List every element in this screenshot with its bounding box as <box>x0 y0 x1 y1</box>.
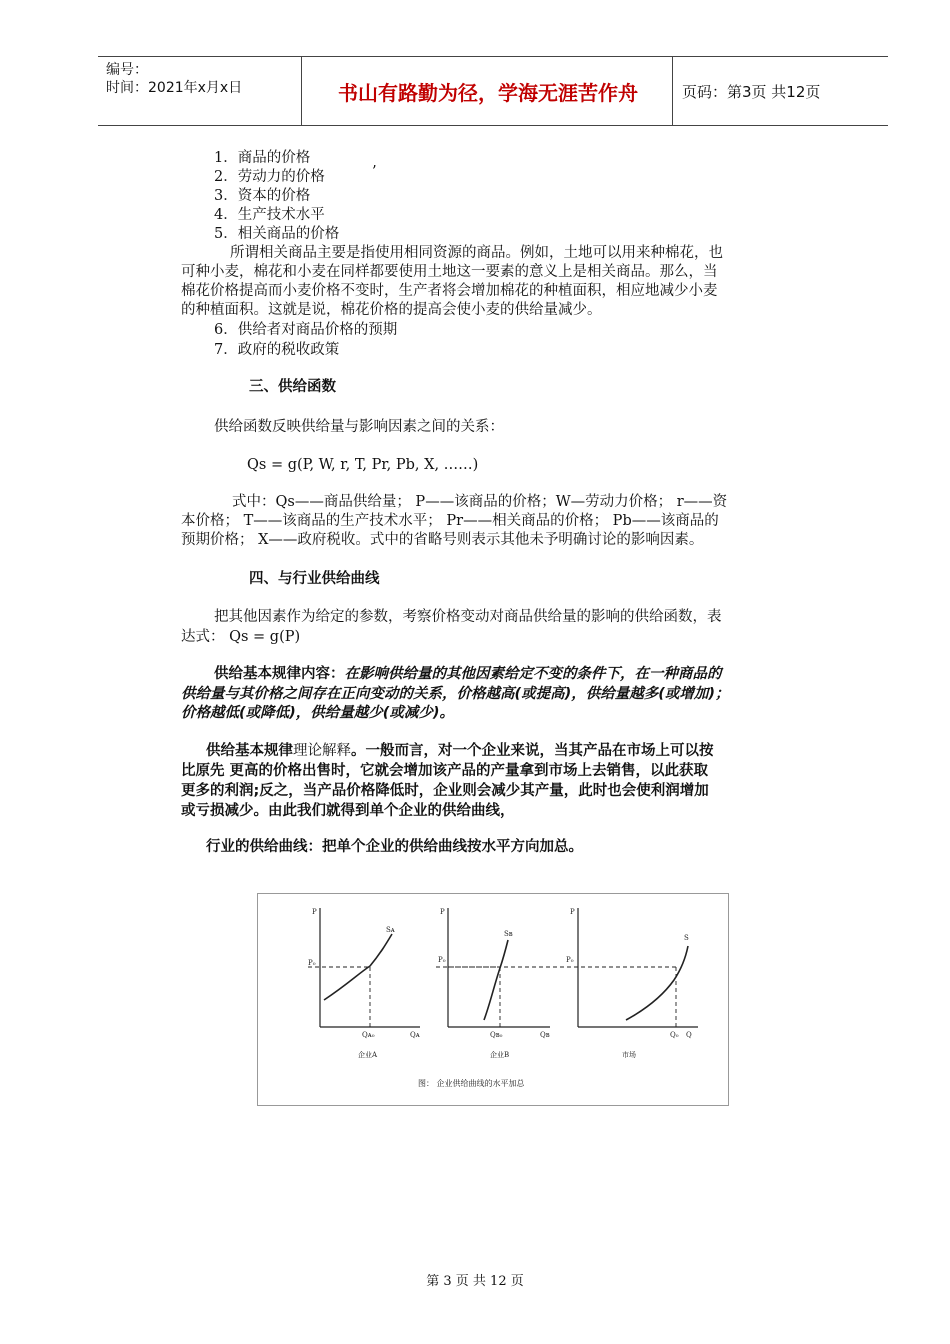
header-meta <box>106 61 298 97</box>
qty-label: Qʙ₀ <box>490 1031 503 1039</box>
list-item: 7．政府的税收政策 <box>214 342 340 358</box>
paragraph-line: 把其他因素作为给定的参数，考察价格变动对商品供给量的影响的供给函数，表 <box>214 609 722 625</box>
paragraph-line: 的种植面积。这就是说，棉花价格的提高会使小麦的供给量减少。 <box>181 302 602 318</box>
figure-caption: 图： 企业供给曲线的水平加总 <box>418 1079 525 1088</box>
paragraph-line: 棉花价格提高而小麦价格不变时，生产者将会增加棉花的种植面积，相应地减少小麦 <box>181 283 718 299</box>
axis-label: P <box>312 908 317 916</box>
header-motto: 书山有路勤为径，学海无涯苦作舟 <box>338 81 638 105</box>
explain-text: 比原先 更高的价格出售时，它就会增加该产品的产量拿到市场上去销售，以此获取 <box>181 763 709 779</box>
curve-label: Sᴀ <box>386 926 395 934</box>
formula: Qs = g(P, W, r, T, Pr, Pb, X, ……) <box>247 457 479 473</box>
paragraph-line: 可种小麦，棉花和小麦在同样都要使用土地这一要素的意义上是相关商品。那么，当 <box>181 264 718 280</box>
panel-market <box>448 908 698 1059</box>
section-title: 四、与行业供给曲线 <box>249 571 380 587</box>
explain-line-1 <box>206 741 714 761</box>
paragraph-line: 式中：Qs——商品供给量； P——该商品的价格；W—劳动力价格； r——资 <box>232 494 728 510</box>
axis-label: Qʙ <box>540 1031 550 1039</box>
list-item: 2．劳动力的价格 <box>214 169 325 185</box>
figure-supply-summation <box>257 893 729 1106</box>
list-item: 5．相关商品的价格 <box>214 226 340 242</box>
law-text: 在影响供给量的其他因素给定不变的条件下，在一种商品的 <box>344 666 722 682</box>
panel-firm-b <box>436 908 550 1059</box>
law-line-1 <box>214 664 722 684</box>
figure-svg <box>258 894 728 1105</box>
explain-text: 更多的利润;反之，当产品价格降低时，企业则会减少其产量，此时也会使利润增加 <box>181 783 709 799</box>
law-text: 供给量与其价格之间存在正向变动的关系，价格越高(或提高)，供给量越多(或增加)； <box>181 686 730 702</box>
price-label: P₀ <box>438 956 446 964</box>
industry-line: 行业的供给曲线：把单个企业的供给曲线按水平方向加总。 <box>206 839 583 855</box>
curve-label: S <box>684 934 689 942</box>
explain-text: 。一般而言，对一个企业来说，当其产品在市场上可以按 <box>351 743 714 759</box>
paragraph-line: 预期价格； X——政府税收。式中的省略号则表示其他未予明确讨论的影响因素。 <box>181 532 704 548</box>
page-header <box>98 56 888 126</box>
header-divider <box>672 57 673 125</box>
curve-label: Sʙ <box>504 930 513 938</box>
stray-mark: ’ <box>372 164 377 180</box>
explain-text: 或亏损减少。由此我们就得到单个企业的供给曲线， <box>181 803 515 819</box>
list-item: 6．供给者对商品价格的预期 <box>214 322 398 338</box>
panel-title: 企业B <box>490 1051 510 1059</box>
qty-label: Qᴀ₀ <box>362 1031 375 1039</box>
header-number: 编号： <box>106 62 148 78</box>
explain-label-2: 理论解释 <box>293 743 351 759</box>
axis-label: P <box>570 908 575 916</box>
paragraph-line: 本价格； T——该商品的生产技术水平； Pr——相关商品的价格； Pb——该商品的 <box>181 513 719 529</box>
header-time: 时间：2021年x月x日 <box>106 80 243 96</box>
header-page-info: 页码：第3页 共12页 <box>682 83 821 101</box>
price-label: P₀ <box>308 959 316 967</box>
qty-label: Q₀ <box>670 1031 679 1039</box>
panel-title: 市场 <box>622 1051 636 1059</box>
axis-label: P <box>440 908 445 916</box>
paragraph-line: 所谓相关商品主要是指使用相同资源的商品。例如，土地可以用来种棉花，也 <box>230 245 723 261</box>
paragraph-line: 达式： Qs = g(P) <box>181 629 301 645</box>
list-item: 3．资本的价格 <box>214 188 311 204</box>
page-footer: 第 3 页 共 12 页 <box>426 1274 524 1289</box>
law-label: 供给基本规律内容： <box>214 666 345 682</box>
panel-title: 企业A <box>358 1051 378 1059</box>
section-intro: 供给函数反映供给量与影响因素之间的关系： <box>214 419 504 435</box>
panel-firm-a <box>308 908 420 1059</box>
law-text: 价格越低(或降低)，供给量越少(或减少)。 <box>181 705 455 721</box>
explain-label: 供给基本规律 <box>206 743 293 759</box>
axis-label: Qᴀ <box>410 1031 420 1039</box>
list-item: 4．生产技术水平 <box>214 207 325 223</box>
list-item: 1．商品的价格 <box>214 150 311 166</box>
axis-label: Q <box>686 1031 692 1039</box>
section-title: 三、供给函数 <box>249 379 336 395</box>
price-label: P₀ <box>566 956 574 964</box>
